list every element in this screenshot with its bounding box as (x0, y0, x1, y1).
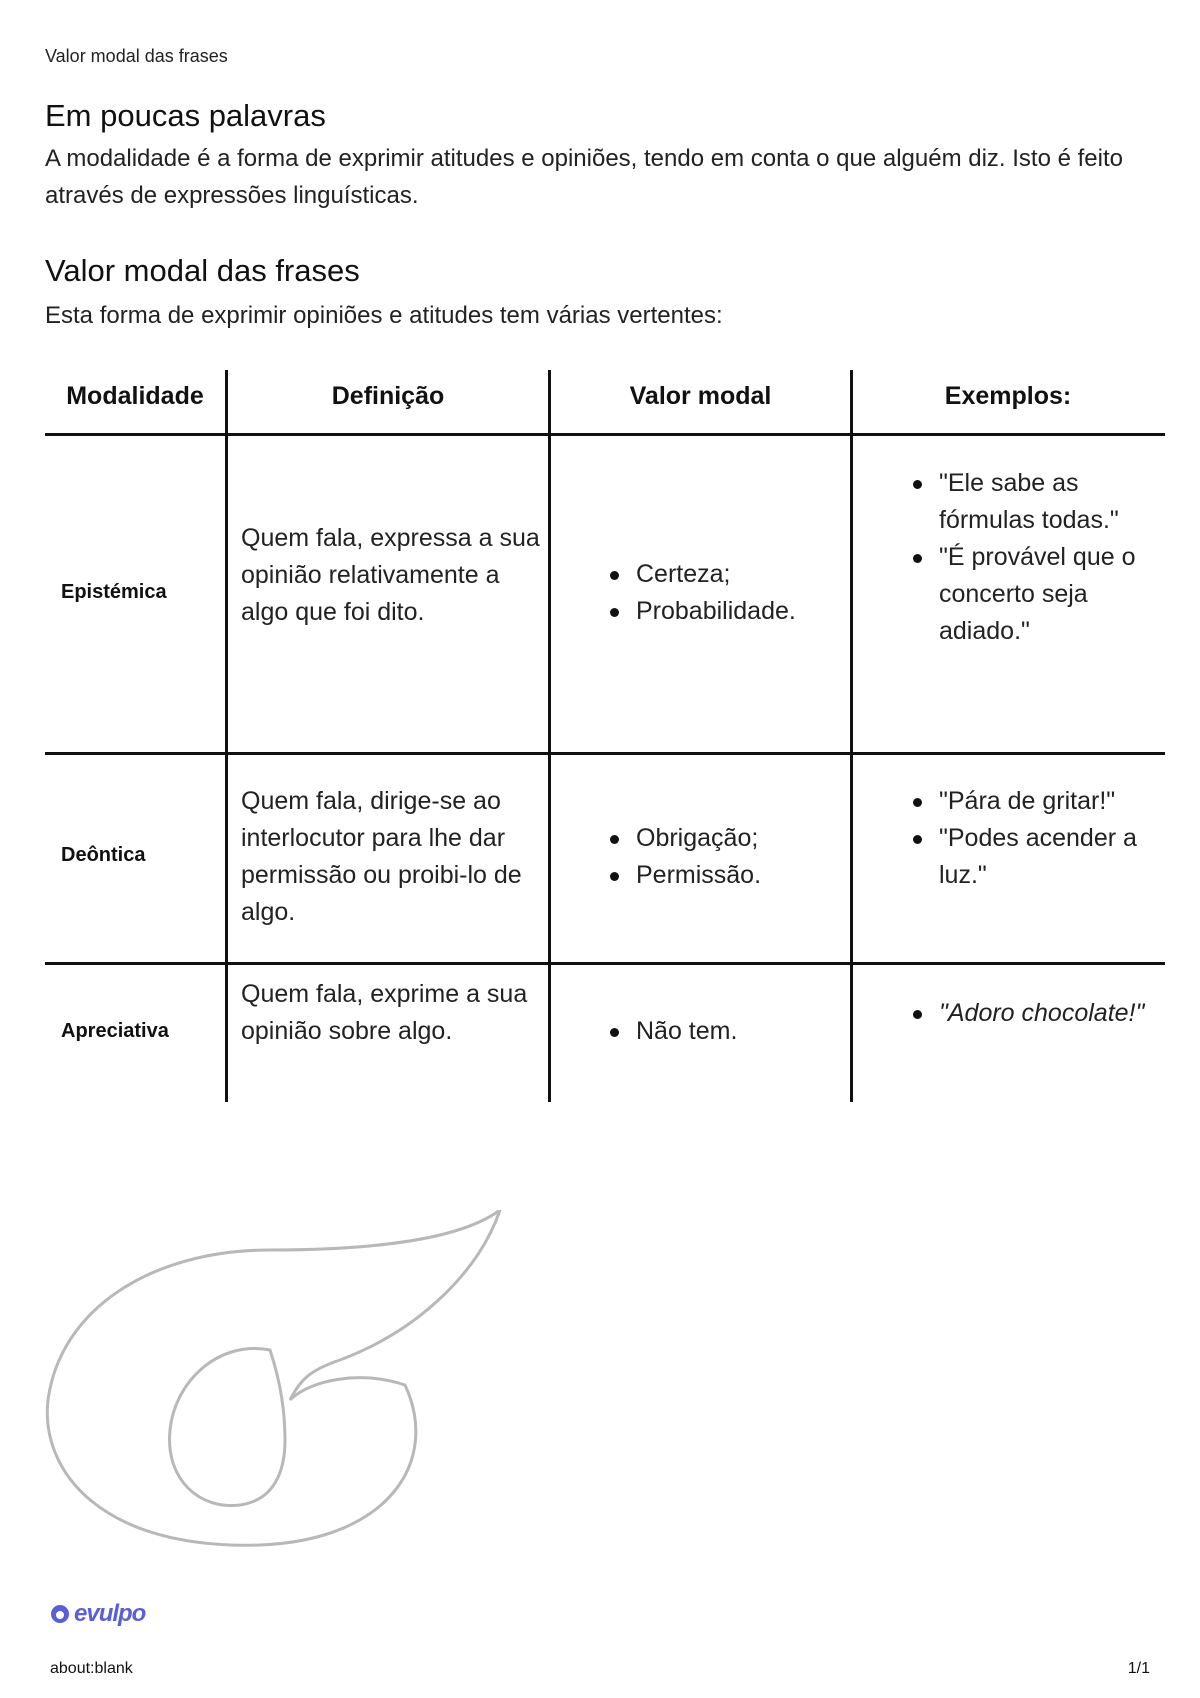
page-header: Valor modal das frases (45, 46, 228, 66)
list-item: "Podes acender a luz." (909, 820, 1149, 894)
table-cell-valor-modal (606, 556, 846, 630)
table-cell-exemplos (909, 465, 1149, 650)
section-title-summary: Em poucas palavras (45, 98, 326, 133)
table-divider (45, 962, 1165, 965)
list-item: "Adoro chocolate!" (909, 995, 1149, 1032)
table-cell-exemplos (909, 783, 1149, 894)
footer-url: about:blank (50, 1660, 133, 1677)
list-item: Permissão. (606, 857, 846, 894)
table-divider (45, 752, 1165, 755)
section-text-modal-value: Esta forma de exprimir opiniões e atitudes tem várias vertentes: (45, 302, 723, 329)
list-item: "Ele sabe as fórmulas todas." (909, 465, 1149, 539)
table-header-modalidade: Modalidade (66, 382, 204, 410)
brand-logo (50, 1600, 145, 1628)
list-item: Certeza; (606, 556, 846, 593)
table-divider (45, 433, 1165, 436)
footer-page-number: 1/1 (1127, 1660, 1150, 1677)
table-cell-definicao: Quem fala, dirige-se ao interlocutor para lhe dar permissão ou proibi-lo de algo. (241, 787, 522, 926)
table-header-exemplos: Exemplos: (944, 382, 1072, 410)
list-item: "Pára de gritar!" (909, 783, 1149, 820)
table-cell-exemplos (909, 995, 1149, 1032)
table-divider (850, 370, 853, 1102)
table-header-definicao: Definição (331, 382, 445, 410)
section-title-modal-value: Valor modal das frases (45, 253, 360, 288)
table-cell-modalidade: Epistémica (61, 581, 167, 603)
table-cell-modalidade: Deôntica (61, 844, 146, 866)
table-cell-definicao: Quem fala, exprime a sua opinião sobre algo. (241, 980, 528, 1045)
section-text-summary: A modalidade é a forma de exprimir atitudes e opiniões, tendo em conta o que alguém diz. Isto é feito através de expressões linguísticas. (45, 145, 1123, 209)
brand-mark-icon (50, 1604, 70, 1624)
table-cell-definicao: Quem fala, expressa a sua opinião relativamente a algo que foi dito. (241, 524, 540, 626)
list-item: Obrigação; (606, 820, 846, 857)
fox-tail-logo-icon (40, 1210, 510, 1555)
list-item: Probabilidade. (606, 593, 846, 630)
table-cell-valor-modal (606, 820, 846, 894)
brand-logo-text: evulpo (74, 1600, 146, 1627)
table-cell-valor-modal (606, 1013, 846, 1050)
table-header-valor-modal: Valor modal (629, 382, 772, 410)
table-divider (548, 370, 551, 1102)
list-item: Não tem. (606, 1013, 846, 1050)
list-item: "É provável que o concerto seja adiado." (909, 539, 1149, 650)
table-divider (225, 370, 228, 1102)
table-cell-modalidade: Apreciativa (61, 1020, 169, 1042)
